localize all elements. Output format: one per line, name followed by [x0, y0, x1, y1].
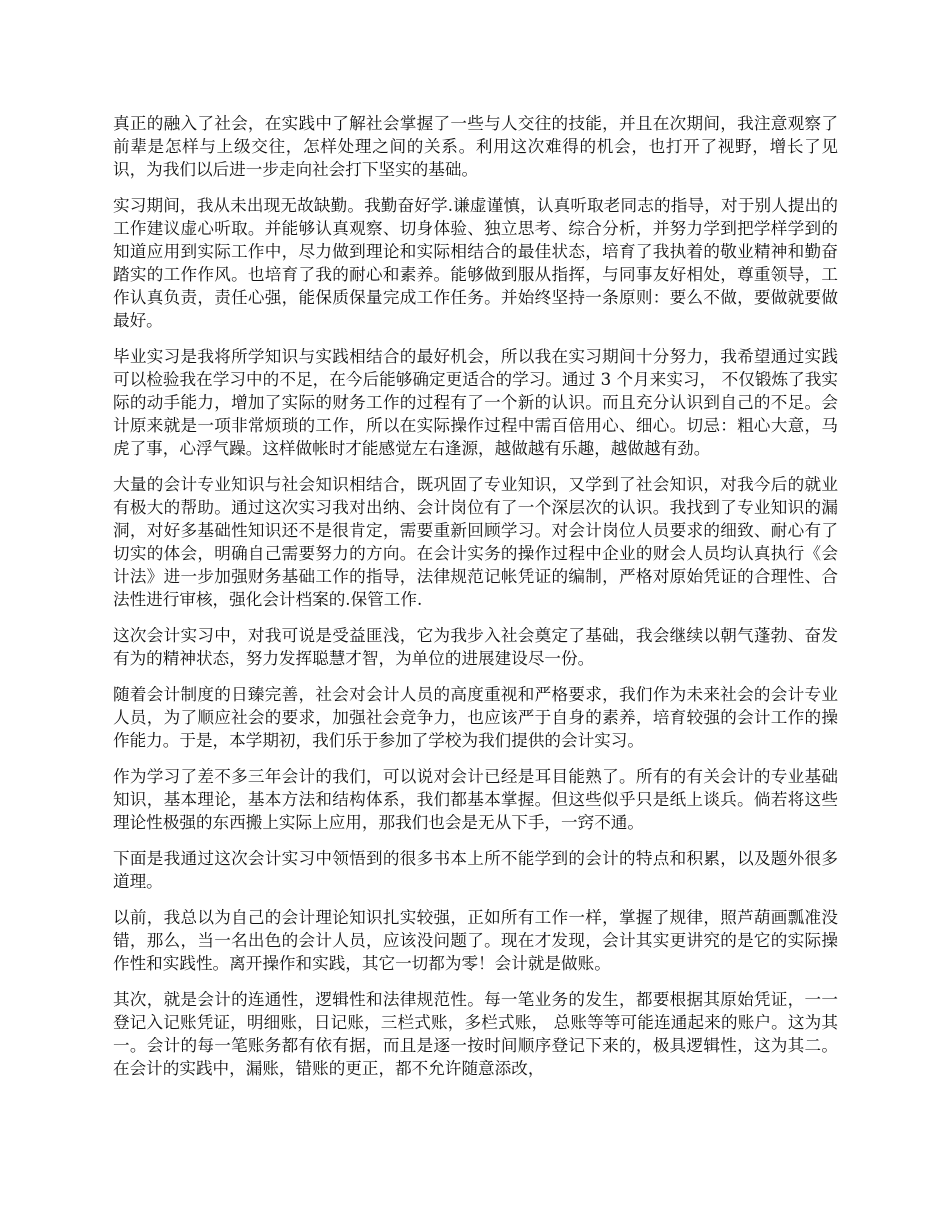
- paragraph: 毕业实习是我将所学知识与实践相结合的最好机会，所以我在实习期间十分努力，我希望通过实践可以检验我在学习中的不足，在今后能够确定更适合的学习。通过 3 个月来实习， 不仅锻炼了我实际的动手能力，增加了实际的财务工作的过程有了一个新的认识。而且充分认识到自己的不足。会计原来就是一项非常烦琐的工作，所以在实际操作过程中需百倍用心、细心。切忌：粗心大意，马虎了事，心浮气躁。这样做帐时才能感觉左右逢源，越做越有乐趣，越做越有劲。: [113, 347, 838, 458]
- paragraph: 大量的会计专业知识与社会知识相结合，既巩固了专业知识，又学到了社会知识，对我今后的就业有极大的帮助。通过这次实习我对出纳、会计岗位有了一个深层次的认识。我找到了专业知识的漏洞，对好多基础性知识还不是很肯定，需要重新回顾学习。对会计岗位人员要求的细致、耐心有了切实的体会，明确自己需要努力的方向。在会计实务的操作过程中企业的财会人员均认真执行《会计法》进一步加强财务基础工作的指导，法律规范记帐凭证的编制，严格对原始凭证的合理性、合法性进行审核，强化会计档案的.保管工作.: [113, 475, 838, 609]
- paragraph: 实习期间，我从未出现无故缺勤。我勤奋好学.谦虚谨慎，认真听取老同志的指导，对于别人提出的工作建议虚心听取。并能够认真观察、切身体验、独立思考、综合分析，并努力学到把学样学到的知道应用到实际工作中，尽力做到理论和实际相结合的最佳状态，培育了我执着的敬业精神和勤奋踏实的工作作风。也培育了我的耐心和素养。能够做到服从指挥，与同事友好相处，尊重领导，工作认真负责，责任心强，能保质保量完成工作任务。并始终坚持一条原则：要么不做，要做就要做最好。: [113, 196, 838, 330]
- paragraph: 这次会计实习中，对我可说是受益匪浅，它为我步入社会奠定了基础，我会继续以朝气蓬勃、奋发有为的精神状态，努力发挥聪慧才智，为单位的进展建设尽一份。: [113, 626, 838, 668]
- paragraph: 下面是我通过这次会计实习中领悟到的很多书本上所不能学到的会计的特点和积累，以及题外很多道理。: [113, 849, 838, 891]
- document-body: [113, 112, 838, 1093]
- paragraph: 真正的融入了社会，在实践中了解社会掌握了一些与人交往的技能，并且在次期间，我注意观察了前辈是怎样与上级交往，怎样处理之间的关系。利用这次难得的机会，也打开了视野，增长了见识，为我们以后进一步走向社会打下坚实的基础。: [113, 114, 838, 179]
- paragraph: 其次，就是会计的连通性，逻辑性和法律规范性。每一笔业务的发生，都要根据其原始凭证，一一登记入记账凭证，明细账，日记账，三栏式账，多栏式账， 总账等等可能连通起来的账户。这为其一。会计的每一笔账务都有依有据，而且是逐一按时间顺序登记下来的，极具逻辑性，这为其二。在会计的实践中，漏账，错账的更正，都不允许随意添改，: [113, 990, 838, 1078]
- paragraph: 随着会计制度的日臻完善，社会对会计人员的高度重视和严格要求，我们作为未来社会的会计专业人员，为了顺应社会的要求，加强社会竞争力，也应该严于自身的素养，培育较强的会计工作的操作能力。于是，本学期初，我们乐于参加了学校为我们提供的会计实习。: [113, 685, 838, 750]
- paragraph: 作为学习了差不多三年会计的我们，可以说对会计已经是耳目能熟了。所有的有关会计的专业基础知识，基本理论，基本方法和结构体系，我们都基本掌握。但这些似乎只是纸上谈兵。倘若将这些理论性极强的东西搬上实际上应用，那我们也会是无从下手，一窍不通。: [113, 767, 838, 832]
- paragraph: 以前，我总以为自己的会计理论知识扎实较强，正如所有工作一样，掌握了规律，照芦葫画瓢准没错，那么，当一名出色的会计人员，应该没问题了。现在才发现，会计其实更讲究的是它的实际操作性和实践性。离开操作和实践，其它一切都为零！会计就是做账。: [113, 908, 838, 973]
